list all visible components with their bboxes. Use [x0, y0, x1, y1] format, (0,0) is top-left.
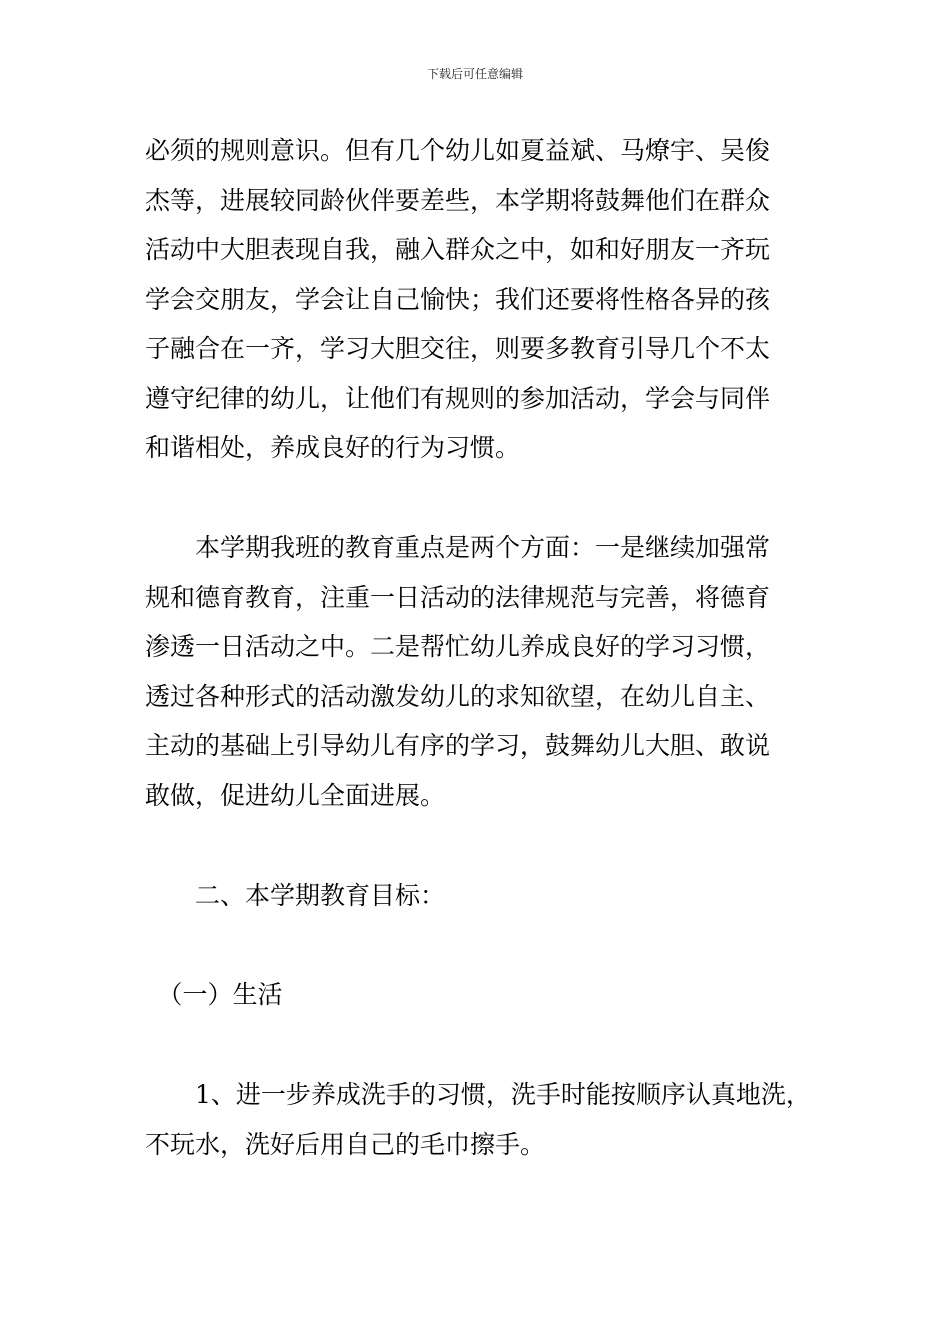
text-line: 规和德育教育，注重一日活动的法律规范与完善，将德育 [145, 582, 771, 612]
text-line: 1、进一步养成洗手的习惯，洗手时能按顺序认真地洗， [145, 1080, 811, 1109]
paragraph-handwashing [145, 1070, 815, 1169]
text-line: 必须的规则意识。但有几个幼儿如夏益斌、马燎宇、吴俊 [145, 136, 771, 165]
text-line: 子融合在一齐，学习大胆交往，则要多教育引导几个不太 [145, 334, 771, 363]
text-line: 不玩水，洗好后用自己的毛巾擦手。 [145, 1129, 546, 1159]
text-line: 渗透一日活动之中。二是帮忙幼儿养成良好的学习习惯， [145, 632, 771, 661]
section-heading-goals [145, 871, 815, 921]
text-line: （一）生活 [145, 980, 283, 1009]
text-line: 二、本学期教育目标： [145, 881, 446, 910]
text-line: 透过各种形式的活动激发幼儿的求知欲望，在幼儿自主、 [145, 681, 771, 711]
text-line: 遵守纪律的幼儿，让他们有规则的参加活动，学会与同伴 [145, 383, 771, 413]
text-line: 和谐相处，养成良好的行为习惯。 [145, 433, 521, 462]
text-line: 活动中大胆表现自我，融入群众之中，如和好朋友一齐玩 [145, 235, 771, 264]
page-header-note: 下载后可任意编辑 [426, 67, 523, 81]
text-line: 主动的基础上引导幼儿有序的学习，鼓舞幼儿大胆、敢说 [145, 731, 771, 760]
paragraph-education-focus [145, 523, 815, 820]
text-line: 学会交朋友，学会让自己愉快；我们还要将性格各异的孩 [145, 284, 771, 314]
text-line: 本学期我班的教育重点是两个方面：一是继续加强常 [145, 533, 771, 562]
paragraph-class-rules [145, 126, 815, 473]
text-line: 杰等，进展较同龄伙伴要差些，本学期将鼓舞他们在群众 [145, 185, 771, 215]
text-line: 敢做，促进幼儿全面进展。 [145, 780, 446, 810]
subsection-heading-life [145, 970, 815, 1020]
